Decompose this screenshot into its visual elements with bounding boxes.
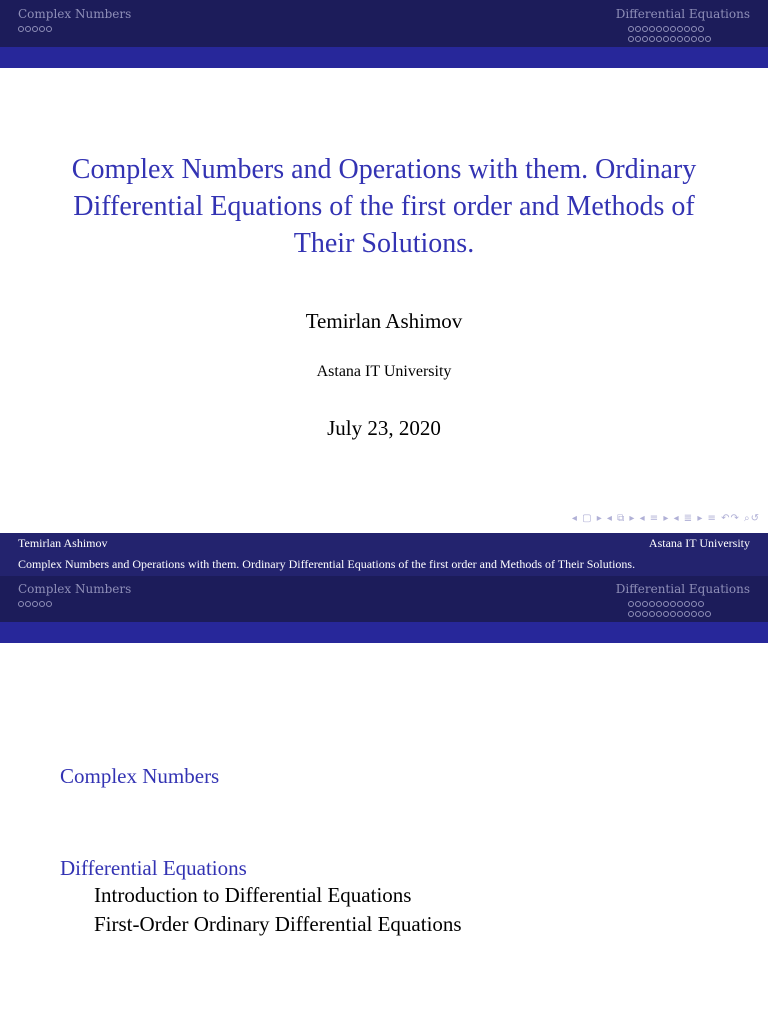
header-left-nav-dots[interactable]: [18, 26, 52, 32]
outline-section-label[interactable]: Differential Equations: [60, 856, 247, 880]
header-left-nav-dots[interactable]: [18, 601, 52, 607]
outline-section-complex-numbers[interactable]: [60, 764, 219, 789]
header-section-differential-equations[interactable]: Differential Equations: [615, 582, 750, 596]
header-right-nav-dots-row1[interactable]: [628, 601, 704, 607]
slide2-header: [0, 576, 768, 623]
footer-author: Temirlan Ashimov: [18, 536, 108, 550]
outline-subsection-first-order[interactable]: First-Order Ordinary Differential Equations: [94, 912, 462, 936]
header-section-complex-numbers[interactable]: Complex Numbers: [18, 582, 132, 596]
slide-title: Complex Numbers and Operations with them. Ordinary Differential Equations of the first order and Methods of Their Solutions.: [71, 154, 697, 259]
header-section-differential-equations[interactable]: Differential Equations: [615, 7, 750, 21]
slide1-footer: [0, 533, 768, 576]
header-right-nav-dots-row2[interactable]: [628, 36, 711, 42]
slide1-header: [0, 0, 768, 47]
header-right-nav-dots-row1[interactable]: [628, 26, 704, 32]
footer-title: Complex Numbers and Operations with them. Ordinary Differential Equations of the first order and Methods of Their Solutions.: [18, 557, 636, 571]
slide-institute: Astana IT University: [316, 363, 452, 380]
slide2-header-strip: [0, 622, 768, 643]
slide-author: Temirlan Ashimov: [305, 309, 463, 333]
outline-section-differential-equations: [60, 856, 462, 939]
slide-date: July 23, 2020: [327, 416, 441, 440]
slide1-header-strip: [0, 47, 768, 68]
outline-section-label[interactable]: Complex Numbers: [60, 764, 220, 788]
footer-institute: Astana IT University: [648, 536, 750, 550]
outline-subsection-introduction[interactable]: Introduction to Differential Equations: [94, 883, 412, 907]
header-section-complex-numbers[interactable]: Complex Numbers: [18, 7, 132, 21]
beamer-navigation-icons[interactable]: ◂ ▢ ▸ ◂ ⧉ ▸ ◂ ≡ ▸ ◂ ≣ ▸ ≡ ↶↷ ⌕↺: [571, 513, 760, 524]
header-right-nav-dots-row2[interactable]: [628, 611, 711, 617]
